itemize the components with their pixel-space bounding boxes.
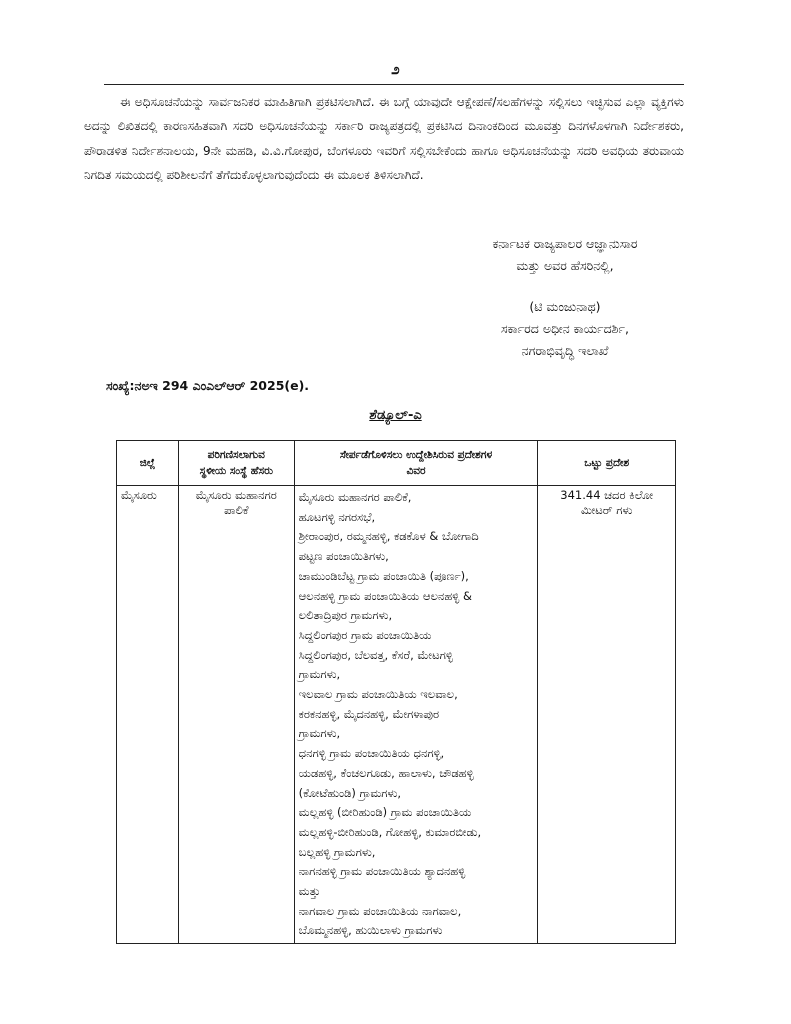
area-line: ನಾಗನಹಳ್ಳಿ ಗ್ರಾಮ ಪಂಚಾಯಿತಿಯ ಶ್ಯಾದನಹಳ್ಳಿ bbox=[298, 864, 466, 879]
officer-name: (ಟಿ ಮಂಜುನಾಥ) bbox=[529, 299, 601, 314]
signature-authority bbox=[400, 233, 730, 277]
schedule-title: ಶೆಡ್ಯೂಲ್-ಎ bbox=[369, 408, 422, 423]
authority-line-1: ಕರ್ನಾಟಕ ರಾಜ್ಯಪಾಲರ ಆಜ್ಞಾನುಸಾರ bbox=[492, 236, 638, 251]
area-line: ಮತ್ತು bbox=[298, 884, 321, 899]
total-area-line-2: ಮೀಟರ್ ಗಳು bbox=[580, 503, 633, 517]
local-body-line-2: ಪಾಲಿಕೆ bbox=[224, 503, 249, 517]
area-line: ಇಲವಾಲ ಗ್ರಾಮ ಪಂಚಾಯಿತಿಯ ಇಲವಾಲ, bbox=[298, 687, 458, 702]
header-total-area: ಒಟ್ಟು ಪ್ರದೇಶ bbox=[538, 441, 676, 486]
header-areas-line-1: ಸೇರ್ಪಡೆಗೊಳಿಸಲು ಉದ್ದೇಶಿಸಿರುವ ಪ್ರದೇಶಗಳ bbox=[339, 449, 493, 461]
area-line: ಮಲ್ಲಹಳ್ಳಿ-ಬೀರಿಹುಂಡಿ, ಗೋಹಳ್ಳಿ, ಕುಮಾರಬೀಡು, bbox=[298, 824, 482, 839]
area-line: ಶ್ರೀರಾಂಪುರ, ರಮ್ಮನಹಳ್ಳಿ, ಕಡಕೊಳ & ಬೋಗಾದಿ bbox=[298, 529, 479, 544]
area-line: ನಾಗವಾಲ ಗ್ರಾಮ ಪಂಚಾಯಿತಿಯ ನಾಗವಾಲ, bbox=[298, 903, 462, 918]
area-line: ಮಲ್ಲಹಳ್ಳಿ (ಬೀರಿಹುಂಡಿ) ಗ್ರಾಮ ಪಂಚಾಯಿತಿಯ bbox=[298, 805, 472, 820]
table-row bbox=[117, 486, 676, 944]
header-areas bbox=[294, 441, 538, 486]
area-line: ಲಲಿತಾದ್ರಿಪುರ ಗ್ರಾಮಗಳು, bbox=[298, 608, 393, 623]
area-line: ಬಲ್ಲಹಳ್ಳಿ ಗ್ರಾಮಗಳು, bbox=[298, 844, 376, 859]
area-line: ಯಡಹಳ್ಳಿ, ಕೆಂಚಲಗೂಡು, ಹಾಲಾಳು, ಚೌಡಹಳ್ಳಿ bbox=[298, 765, 474, 780]
local-body-cell bbox=[178, 486, 294, 944]
area-line: ಕರಕನಹಳ್ಳಿ, ಮೈದನಹಳ್ಳಿ, ಮೇಗಳಾಪುರ bbox=[298, 706, 440, 721]
header-local-body-line-1: ಪರಿಗಣಿಸಲಾಗುವ bbox=[207, 449, 265, 461]
header-rule bbox=[104, 84, 684, 85]
header-district: ಜಿಲ್ಲೆ bbox=[117, 441, 179, 486]
total-area-cell bbox=[538, 486, 676, 944]
area-line: ಸಿದ್ದಲಿಂಗಪುರ, ಬೆಲವತ್ತ, ಕೆಸರೆ, ಮೇಟಗಳ್ಳಿ bbox=[298, 647, 453, 662]
district-cell: ಮೈಸೂರು bbox=[117, 486, 179, 944]
table-header-row bbox=[117, 441, 676, 486]
header-areas-line-2: ವಿವರ bbox=[406, 465, 426, 477]
authority-line-2: ಮತ್ತು ಅವರ ಹೆಸರಿನಲ್ಲಿ, bbox=[516, 258, 614, 273]
header-local-body-line-2: ಸ್ಥಳೀಯ ಸಂಸ್ಥೆ ಹೆಸರು bbox=[199, 465, 273, 477]
area-line: ಮೈಸೂರು ಮಹಾನಗರ ಪಾಲಿಕೆ, bbox=[298, 490, 412, 504]
area-line: ಆಲನಹಳ್ಳಿ ಗ್ರಾಮ ಪಂಚಾಯಿತಿಯ ಆಲನಹಳ್ಳಿ & bbox=[298, 588, 472, 603]
page-number: ೨ bbox=[391, 60, 400, 78]
body-paragraph: ಈ ಅಧಿಸೂಚನೆಯನ್ನು ಸಾರ್ವಜನಿಕರ ಮಾಹಿತಿಗಾಗಿ ಪ್ರಕಟಿಸಲಾಗಿದೆ. ಈ ಬಗ್ಗೆ ಯಾವುದೇ ಆಕ್ಷೇಪಣೆ/ಸಲಹೆಗಳನ್ನು ಸಲ್ಲಿಸಲು ಇಚ್ಛಿಸುವ ಎಲ್ಲಾ ವ್ಯಕ್ತಿಗಳು ಅದನ್ನು ಲಿಖಿತದಲ್ಲಿ ಕಾರಣಸಹಿತವಾಗಿ ಸದರಿ ಅಧಿಸೂಚನೆಯನ್ನು ಸರ್ಕಾರಿ ರಾಜ್ಯಪತ್ರದಲ್ಲಿ ಪ್ರಕಟಿಸಿದ ದಿನಾಂಕದಿಂದ ಮೂವತ್ತು ದಿನಗಳೊಳಗಾಗಿ ನಿರ್ದೇಶಕರು, ಪೌರಾಡಳಿತ ನಿರ್ದೇಶನಾಲಯ, 9ನೇ ಮಹಡಿ, ವಿ.ವಿ.ಗೋಪುರ, ಬೆಂಗಳೂರು ಇವರಿಗೆ ಸಲ್ಲಿಸಬೇಕೆಂದು ಹಾಗೂ ಅಧಿಸೂಚನೆಯನ್ನು ಸದರಿ ಅವಧಿಯ ತರುವಾಯ ನಿಗದಿತ ಸಮಯದಲ್ಲಿ ಪರಿಶೀಲನೆಗೆ ತೆಗೆದುಕೊಳ್ಳಲಾಗುವುದೆಂದು ಈ ಮೂಲಕ ತಿಳಿಸಲಾಗಿದೆ. bbox=[84, 95, 684, 183]
officer-department: ನಗರಾಭಿವೃದ್ಧಿ ಇಲಾಖೆ bbox=[521, 343, 609, 358]
area-line: ಗ್ರಾಮಗಳು, bbox=[298, 726, 341, 741]
schedule-table bbox=[116, 440, 676, 944]
area-line: ಗ್ರಾಮಗಳು, bbox=[298, 667, 341, 682]
area-line: ಪಟ್ಟಣ ಪಂಚಾಯಿತಿಗಳು, bbox=[298, 549, 389, 564]
header-local-body bbox=[178, 441, 294, 486]
area-line: (ಕೋಟೆಹುಂಡಿ) ಗ್ರಾಮಗಳು, bbox=[298, 785, 402, 800]
local-body-line-1: ಮೈಸೂರು ಮಹಾನಗರ bbox=[195, 488, 277, 502]
notification-number: ಸಂಖ್ಯೆ:ನಅಇ 294 ಎಂಎಲ್‌ಆರ್ 2025(e). bbox=[106, 378, 310, 393]
area-line: ಸಿದ್ದಲಿಂಗಪುರ ಗ್ರಾಮ ಪಂಚಾಯಿತಿಯ bbox=[298, 627, 432, 642]
signature-officer bbox=[400, 296, 730, 362]
officer-designation: ಸರ್ಕಾರದ ಅಧೀನ ಕಾರ್ಯದರ್ಶಿ, bbox=[501, 321, 629, 336]
area-line: ಬೊಮ್ಮನಹಳ್ಳಿ, ಹುಯಿಲಾಳು ಗ್ರಾಮಗಳು bbox=[298, 923, 443, 938]
total-area-line-1: 341.44 ಚದರ ಕಿಲೋ bbox=[560, 488, 654, 502]
area-line: ಹೂಟಗಳ್ಳಿ ನಗರಸಭೆ, bbox=[298, 509, 376, 524]
area-line: ಧನಗಳ್ಳಿ ಗ್ರಾಮ ಪಂಚಾಯಿತಿಯ ಧನಗಳ್ಳಿ, bbox=[298, 746, 445, 761]
area-line: ಚಾಮುಂಡಿಬೆಟ್ಟ ಗ್ರಾಮ ಪಂಚಾಯಿತಿ (ಪೂರ್ಣ), bbox=[298, 568, 469, 583]
areas-cell bbox=[294, 486, 538, 944]
